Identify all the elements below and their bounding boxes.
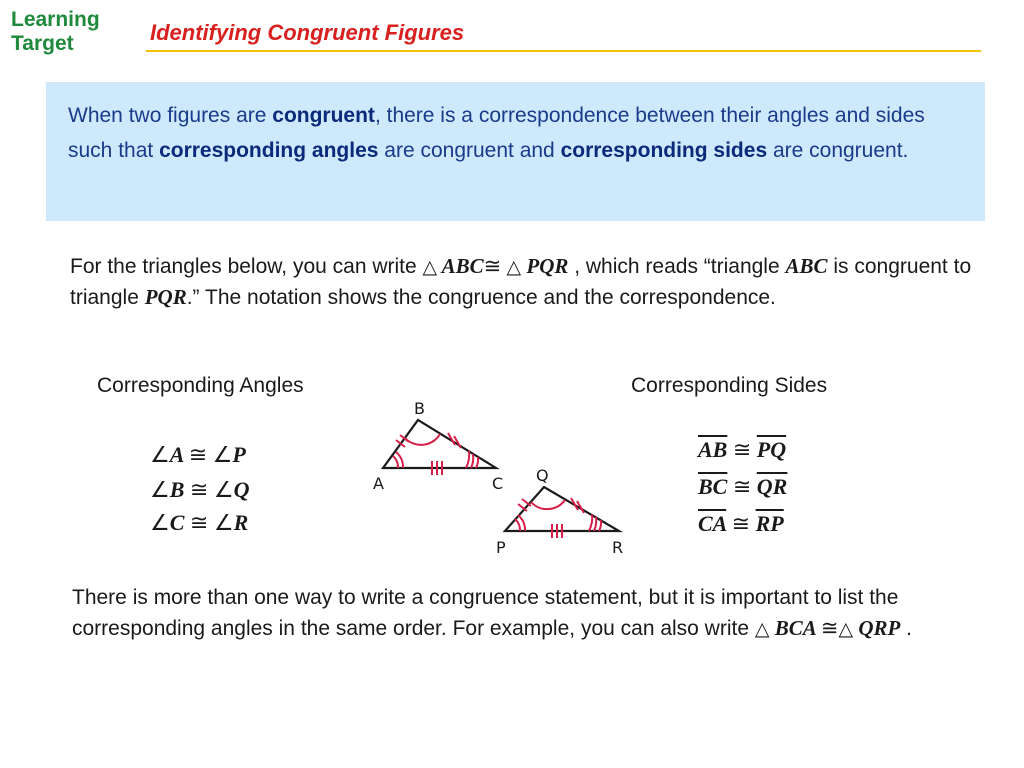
- angle-symbol: ∠: [212, 443, 233, 468]
- vertex-label: P: [496, 538, 506, 557]
- side-row: $\overline{CA}$ ≅ $\overline{RP}$: [698, 511, 784, 537]
- vertex-label: A: [373, 474, 384, 493]
- corresponding-sides-heading: Corresponding Sides: [631, 374, 828, 397]
- congruent-symbol: ≅: [483, 254, 502, 278]
- congruent-triangles-diagram: [360, 395, 635, 560]
- title-underline: [146, 50, 981, 52]
- learning-target-label: Learning Target: [11, 8, 100, 55]
- angle-symbol: ∠: [213, 478, 234, 503]
- side-row: $\overline{AB}$ ≅ $\overline{PQ}$: [698, 437, 787, 463]
- term-corresponding-angles: corresponding angles: [159, 139, 379, 162]
- term-congruent: congruent: [272, 104, 375, 127]
- triangle-symbol: △: [838, 618, 854, 640]
- definition-text: When two figures are congruent, there is a correspondence between their angles and sides such that corresponding angles are congruent and corresponding sides are congruent.: [68, 104, 925, 162]
- congruence-statement: △ BCA ≅△ QRP: [754, 616, 901, 640]
- intro-paragraph: For the triangles below, you can write △ ABC≅ △ PQR , which reads “triangle ABC is congruent to triangle PQR.” The notation shows the congruence and the correspondence.: [70, 254, 972, 309]
- vertex-label: B: [414, 399, 425, 418]
- angle-symbol: ∠: [213, 511, 234, 536]
- footer-paragraph: There is more than one way to write a congruence statement, but it is important to list the corresponding angles in the same order. For example, you can also write △ BCA ≅△ QRP .: [72, 586, 913, 640]
- corresponding-angles-heading: Corresponding Angles: [97, 374, 304, 397]
- angle-symbol: ∠: [150, 511, 170, 536]
- congruent-symbol: ≅: [820, 616, 839, 640]
- angle-symbol: ∠: [150, 443, 170, 468]
- triangle-symbol: △: [506, 256, 522, 278]
- angle-row: ∠C ≅ ∠R: [150, 510, 249, 536]
- congruence-statement: △ ABC≅ △ PQR: [422, 254, 569, 278]
- vertex-label: C: [492, 474, 504, 493]
- vertex-label: R: [612, 538, 624, 557]
- angle-row: ∠B ≅ ∠Q: [150, 477, 250, 503]
- angle-row: ∠A ≅ ∠P: [150, 442, 246, 468]
- vertex-label: Q: [536, 466, 549, 485]
- side-row: $\overline{BC}$ ≅ $\overline{QR}$: [698, 474, 788, 500]
- page-title: Identifying Congruent Figures: [150, 20, 465, 45]
- triangle-symbol: △: [754, 618, 770, 640]
- angle-symbol: ∠: [150, 478, 170, 503]
- term-corresponding-sides: corresponding sides: [560, 139, 768, 162]
- triangle-symbol: △: [422, 256, 438, 278]
